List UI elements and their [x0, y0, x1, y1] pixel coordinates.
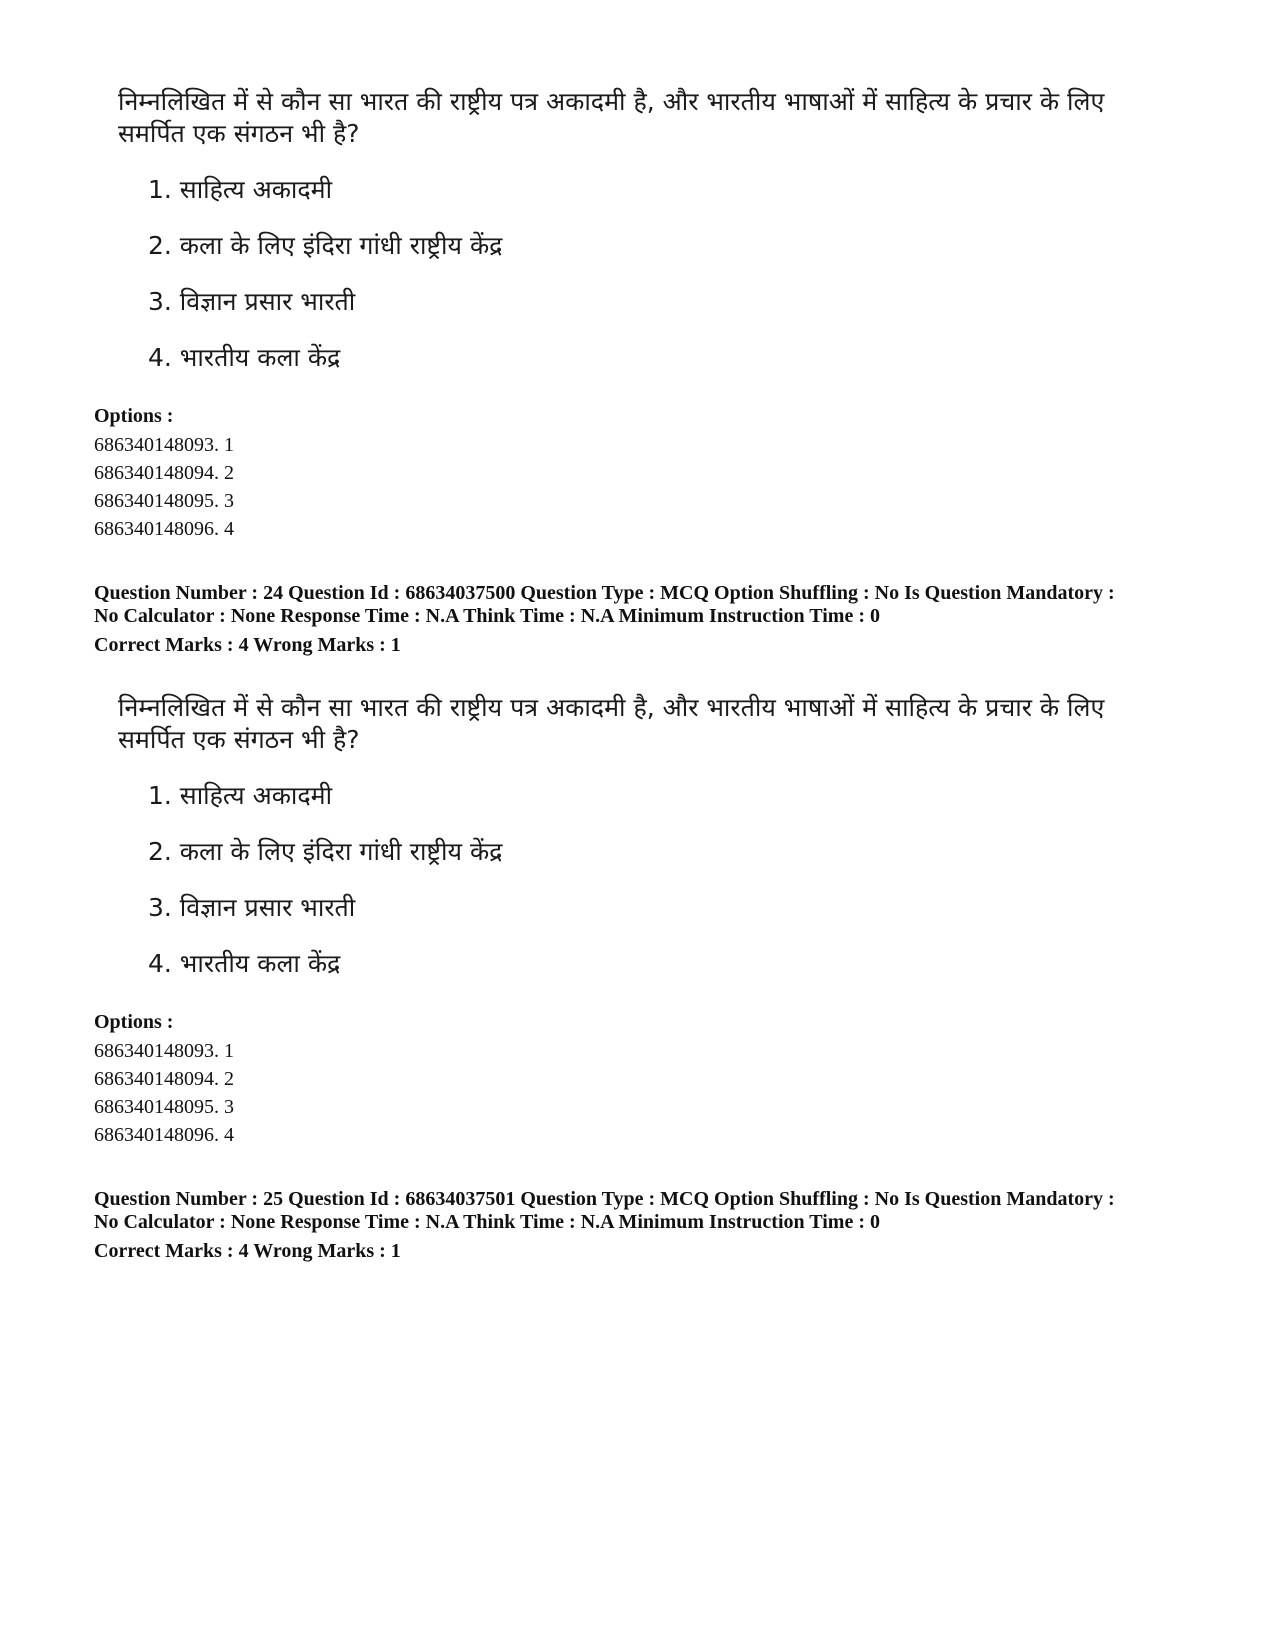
option-id-line: 686340148095. 3 — [94, 1096, 234, 1118]
question-image — [118, 692, 1178, 978]
question-meta: No Calculator : None Response Time : N.A Think Time : N.A Minimum Instruction Time : 0 — [94, 1211, 880, 1233]
question-choice: 4. भारतीय कला केंद्र — [148, 343, 341, 372]
question-text: निम्नलिखित में से कौन सा भारत की राष्ट्रीय पत्र अकादमी है, और भारतीय भाषाओं में साहित्य के प्रचार के लिए समर्पित एक संगठन भी है? — [118, 693, 1105, 754]
question-choice: 3. विज्ञान प्रसार भारती — [148, 287, 356, 316]
question-choice: 3. विज्ञान प्रसार भारती — [148, 893, 356, 922]
options-heading: Options : — [94, 1011, 174, 1033]
question-choice: 1. साहित्य अकादमी — [148, 781, 333, 810]
option-id-line: 686340148093. 1 — [94, 434, 234, 456]
question-marks: Correct Marks : 4 Wrong Marks : 1 — [94, 634, 401, 656]
question-meta: Question Number : 25 Question Id : 68634037501 Question Type : MCQ Option Shuffling : No Is Question Mandatory : — [94, 1188, 1115, 1210]
option-id-line: 686340148096. 4 — [94, 518, 234, 540]
question-marks: Correct Marks : 4 Wrong Marks : 1 — [94, 1240, 401, 1262]
question-meta: No Calculator : None Response Time : N.A Think Time : N.A Minimum Instruction Time : 0 — [94, 605, 880, 627]
option-id-line: 686340148095. 3 — [94, 490, 234, 512]
question-choice: 2. कला के लिए इंदिरा गांधी राष्ट्रीय केंद्र — [148, 837, 503, 866]
question-choice: 2. कला के लिए इंदिरा गांधी राष्ट्रीय केंद्र — [148, 231, 503, 260]
question-image — [118, 86, 1178, 372]
option-id-line: 686340148096. 4 — [94, 1124, 234, 1146]
option-id-line: 686340148094. 2 — [94, 462, 234, 484]
question-meta: Question Number : 24 Question Id : 68634037500 Question Type : MCQ Option Shuffling : No Is Question Mandatory : — [94, 582, 1115, 604]
options-heading: Options : — [94, 405, 174, 427]
option-id-line: 686340148093. 1 — [94, 1040, 234, 1062]
question-text: निम्नलिखित में से कौन सा भारत की राष्ट्रीय पत्र अकादमी है, और भारतीय भाषाओं में साहित्य के प्रचार के लिए समर्पित एक संगठन भी है? — [118, 87, 1105, 148]
question-choice: 1. साहित्य अकादमी — [148, 175, 333, 204]
option-id-line: 686340148094. 2 — [94, 1068, 234, 1090]
question-choice: 4. भारतीय कला केंद्र — [148, 949, 341, 978]
